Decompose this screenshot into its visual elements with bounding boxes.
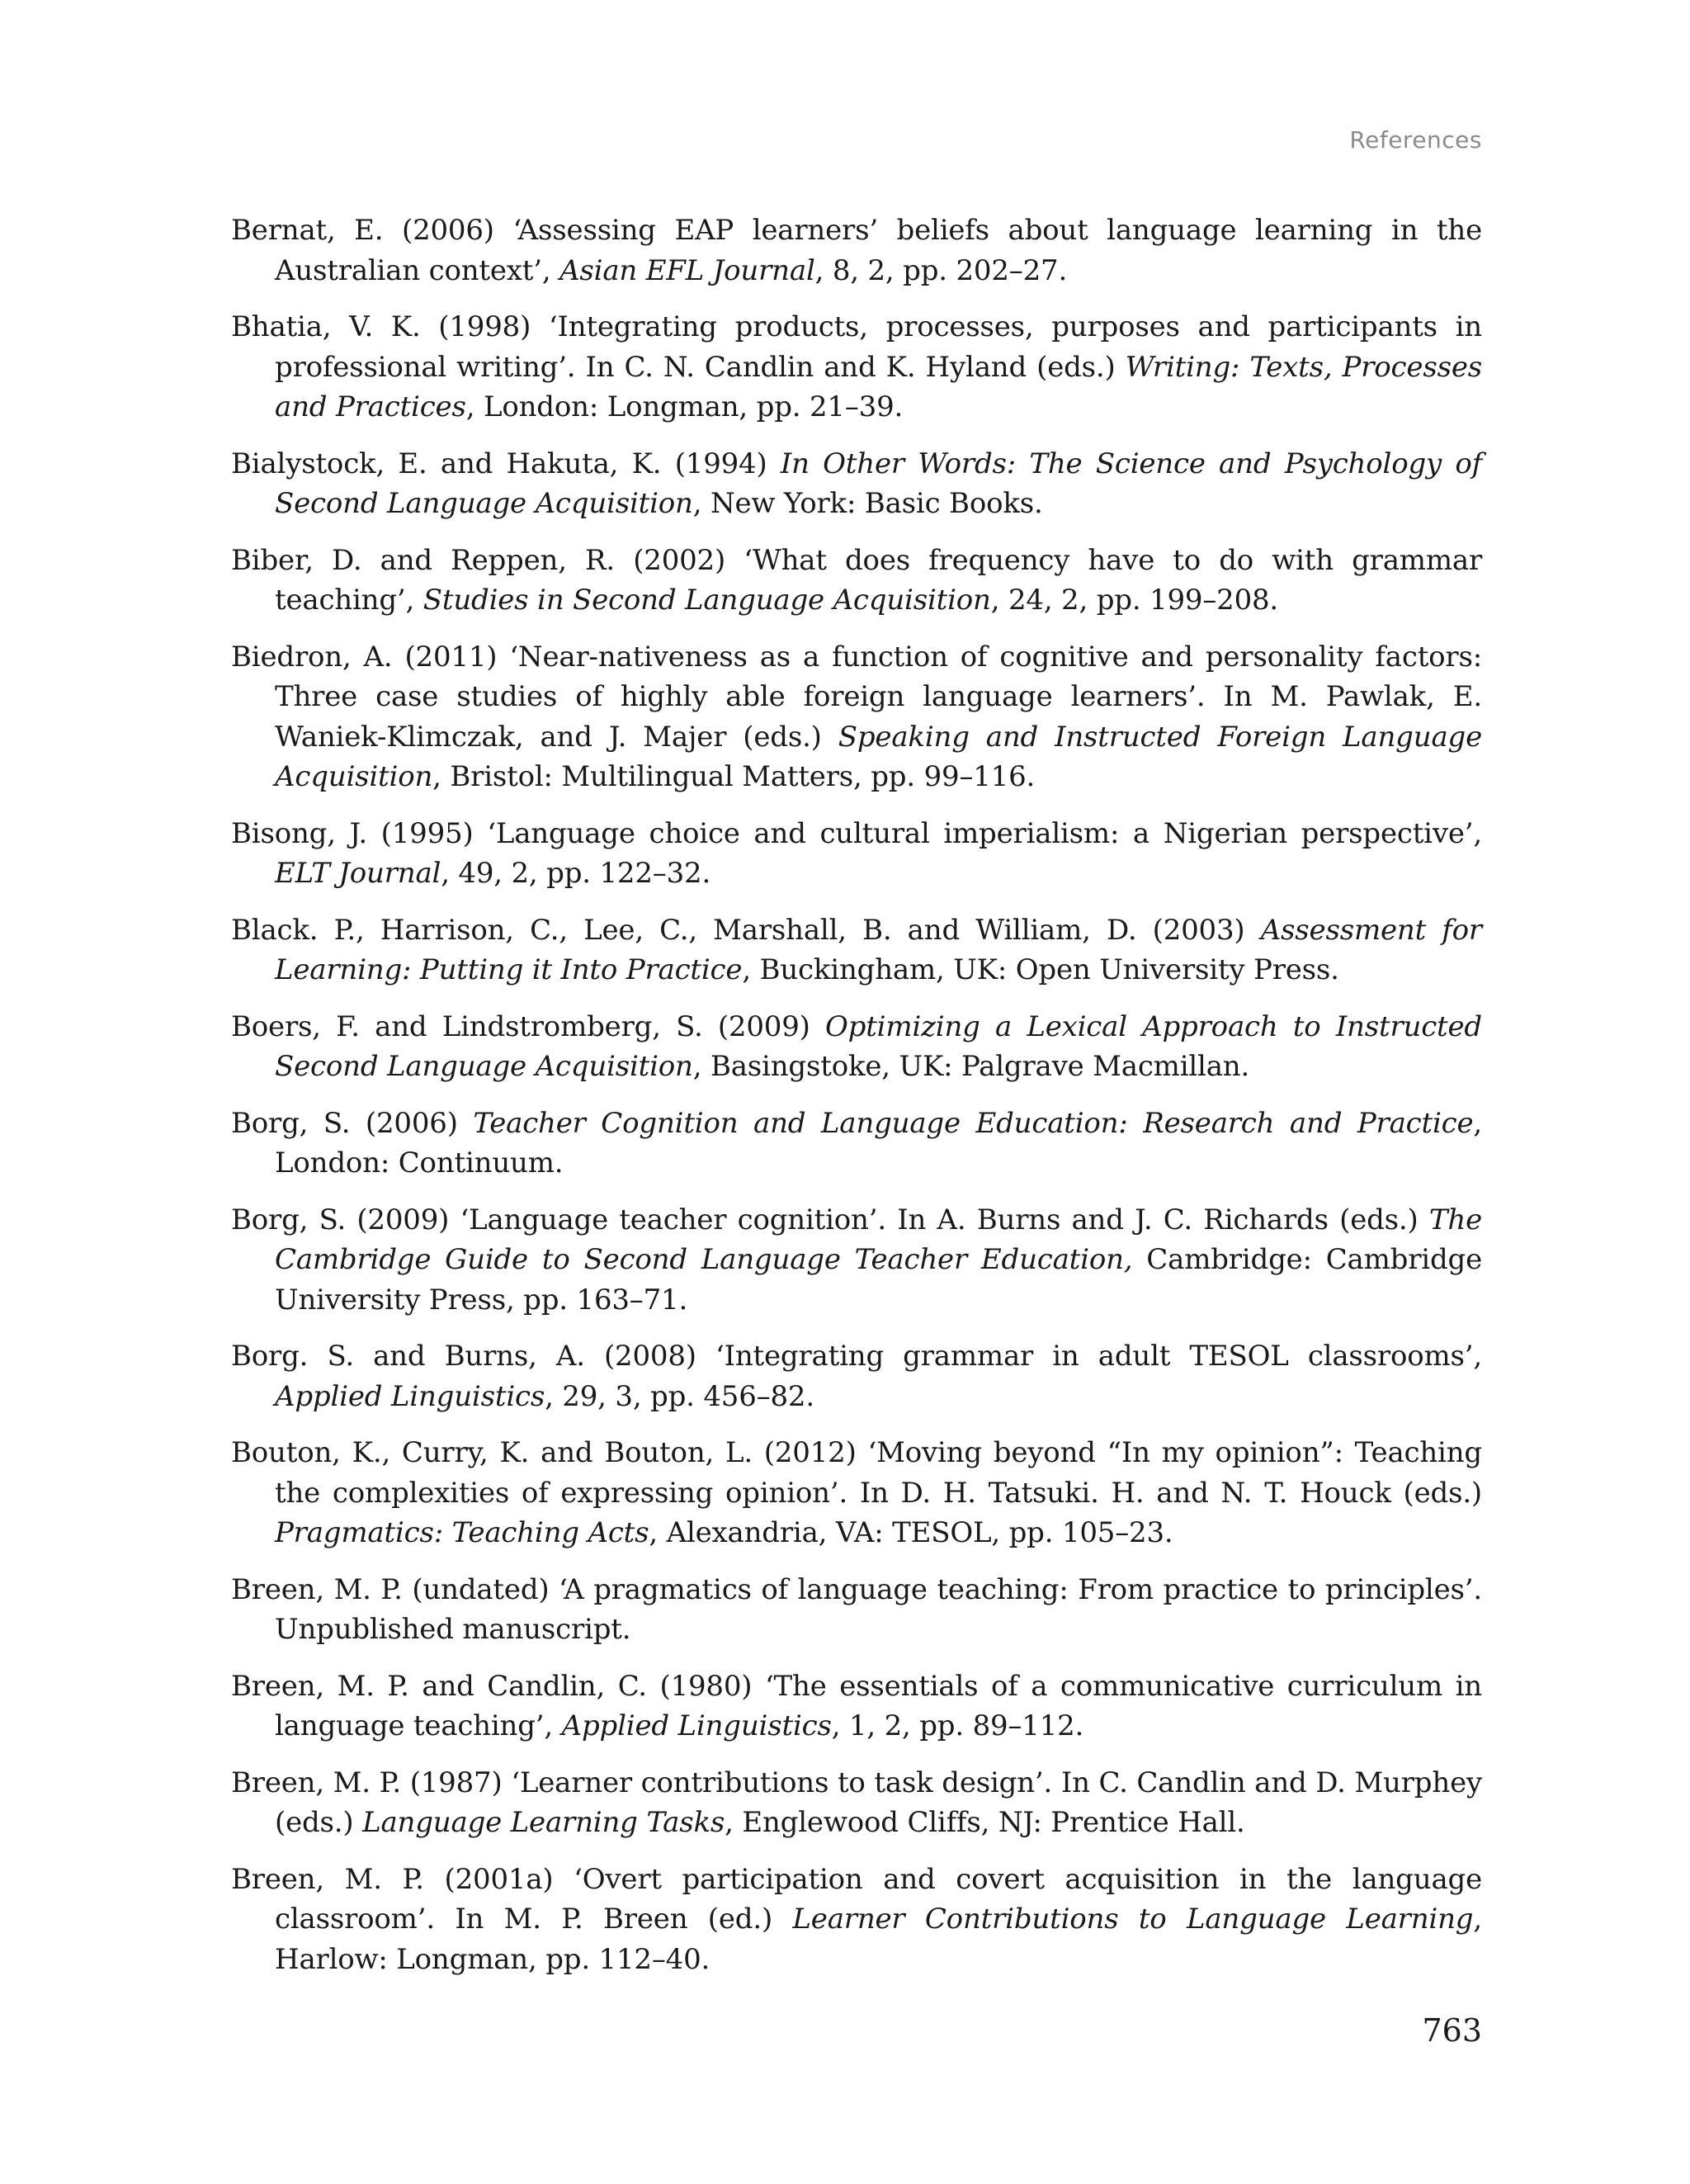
reference-entry [231,1570,1482,1650]
reference-entry [231,1200,1482,1321]
reference-title: Optimizing a Lexical Approach to Instructed Second Language Acquisition [275,1009,1482,1083]
reference-text: , 29, 3, pp. 456–82. [545,1379,814,1413]
reference-text: Bhatia, V. K. (1998) ‘Integrating products, processes, purposes and participants in professional writing’. In C. N. Candlin and K. Hyland (eds.) [231,310,1482,384]
reference-entry [231,910,1482,990]
reference-entry [231,541,1482,621]
reference-text: Biber, D. and Reppen, R. (2002) ‘What does frequency have to do with grammar teaching’, [231,543,1482,617]
reference-title: Writing: Texts, Processes and Practices [275,350,1482,423]
reference-entry [231,307,1482,428]
reference-text: , Buckingham, UK: Open University Press. [742,953,1339,986]
reference-entry [231,814,1482,894]
reference-text: , London: Continuum. [275,1106,1482,1179]
reference-title: Pragmatics: Teaching Acts [275,1516,649,1549]
reference-text: Borg, S. (2009) ‘Language teacher cognition’. In A. Burns and J. C. Richards (eds.) [231,1203,1429,1236]
reference-entry [231,1433,1482,1553]
reference-text: , Bristol: Multilingual Matters, pp. 99–116. [432,760,1036,793]
reference-text: , New York: Basic Books. [692,487,1043,520]
page-number: 763 [1422,2012,1482,2049]
reference-text: Breen, M. P. (1987) ‘Learner contributions to task design’. In C. Candlin and D. Murphey (eds.) [231,1766,1482,1839]
reference-text: , Harlow: Longman, pp. 112–40. [275,1903,1482,1976]
reference-text: Biedron, A. (2011) ‘Near-nativeness as a function of cognitive and personality factors: Three case studies of highly able foreign language learners’. In M. Pawlak, E. Waniek-Klimczak, and J. Majer (eds.) [231,640,1482,754]
reference-text: Bialystock, E. and Hakuta, K. (1994) [231,447,781,480]
running-head: References [1349,126,1482,154]
reference-title: ELT Journal [275,857,441,890]
reference-entry [231,1336,1482,1416]
reference-text: Breen, M. P. (undated) ‘A pragmatics of language teaching: From practice to principles’. Unpublished manuscript. [231,1572,1482,1646]
reference-text: Breen, M. P. and Candlin, C. (1980) ‘The essentials of a communicative curriculum in language teaching’, [231,1669,1482,1742]
reference-text: Bisong, J. (1995) ‘Language choice and cultural imperialism: a Nigerian perspective’, [231,816,1482,850]
reference-title: Studies in Second Language Acquisition [422,584,991,617]
reference-title: Applied Linguistics [561,1709,832,1742]
reference-text: Bernat, E. (2006) ‘Assessing EAP learners’ beliefs about language learning in the Australian context’, [231,214,1482,287]
reference-text: Breen, M. P. (2001a) ‘Overt participation and covert acquisition in the language classroom’. In M. P. Breen (ed.) [231,1862,1482,1936]
reference-text: Boers, F. and Lindstromberg, S. (2009) [231,1009,825,1043]
reference-entry [231,1007,1482,1087]
reference-text: Black. P., Harrison, C., Lee, C., Marshall, B. and William, D. (2003) [231,913,1261,947]
reference-text: Bouton, K., Curry, K. and Bouton, L. (2012) ‘Moving beyond “In my opinion”: Teaching the complexities of expressing opinion’. In D. H. Tatsuki. H. and N. T. Houck (eds.) [231,1436,1482,1510]
reference-text: Cambridge: Cambridge University Press, pp. 163–71. [275,1243,1482,1317]
reference-title: Learner Contributions to Language Learning [792,1903,1474,1936]
reference-list [231,210,1482,1996]
reference-text: Borg, S. (2006) [231,1106,474,1140]
reference-entry [231,1104,1482,1184]
reference-title: Speaking and Instructed Foreign Language Acquisition [275,720,1483,793]
reference-text: , 8, 2, pp. 202–27. [814,253,1068,287]
reference-text: , Englewood Cliffs, NJ: Prentice Hall. [725,1806,1245,1839]
reference-title: Language Learning Tasks [362,1806,725,1839]
reference-entry [231,444,1482,524]
reference-entry [231,1666,1482,1747]
reference-title: The Cambridge Guide to Second Language Teacher Education, [275,1203,1482,1276]
reference-title: In Other Words: The Science and Psychology of Second Language Acquisition [275,447,1482,520]
reference-title: Assessment for Learning: Putting it Into Practice [275,913,1482,986]
reference-text: , Basingstoke, UK: Palgrave Macmillan. [692,1050,1250,1083]
reference-text: , 49, 2, pp. 122–32. [441,857,711,890]
reference-entry [231,637,1482,797]
reference-text: , 1, 2, pp. 89–112. [831,1709,1084,1742]
reference-text: , Alexandria, VA: TESOL, pp. 105–23. [649,1516,1173,1549]
reference-title: Asian EFL Journal [559,253,815,287]
reference-text: Borg. S. and Burns, A. (2008) ‘Integrating grammar in adult TESOL classrooms’, [231,1340,1482,1373]
reference-entry [231,1763,1482,1843]
reference-title: Teacher Cognition and Language Education: Research and Practice [473,1106,1474,1140]
reference-text: , London: Longman, pp. 21–39. [465,390,904,423]
reference-entry [231,1860,1482,1980]
reference-text: , 24, 2, pp. 199–208. [990,584,1279,617]
reference-entry [231,210,1482,291]
reference-title: Applied Linguistics [275,1379,545,1413]
